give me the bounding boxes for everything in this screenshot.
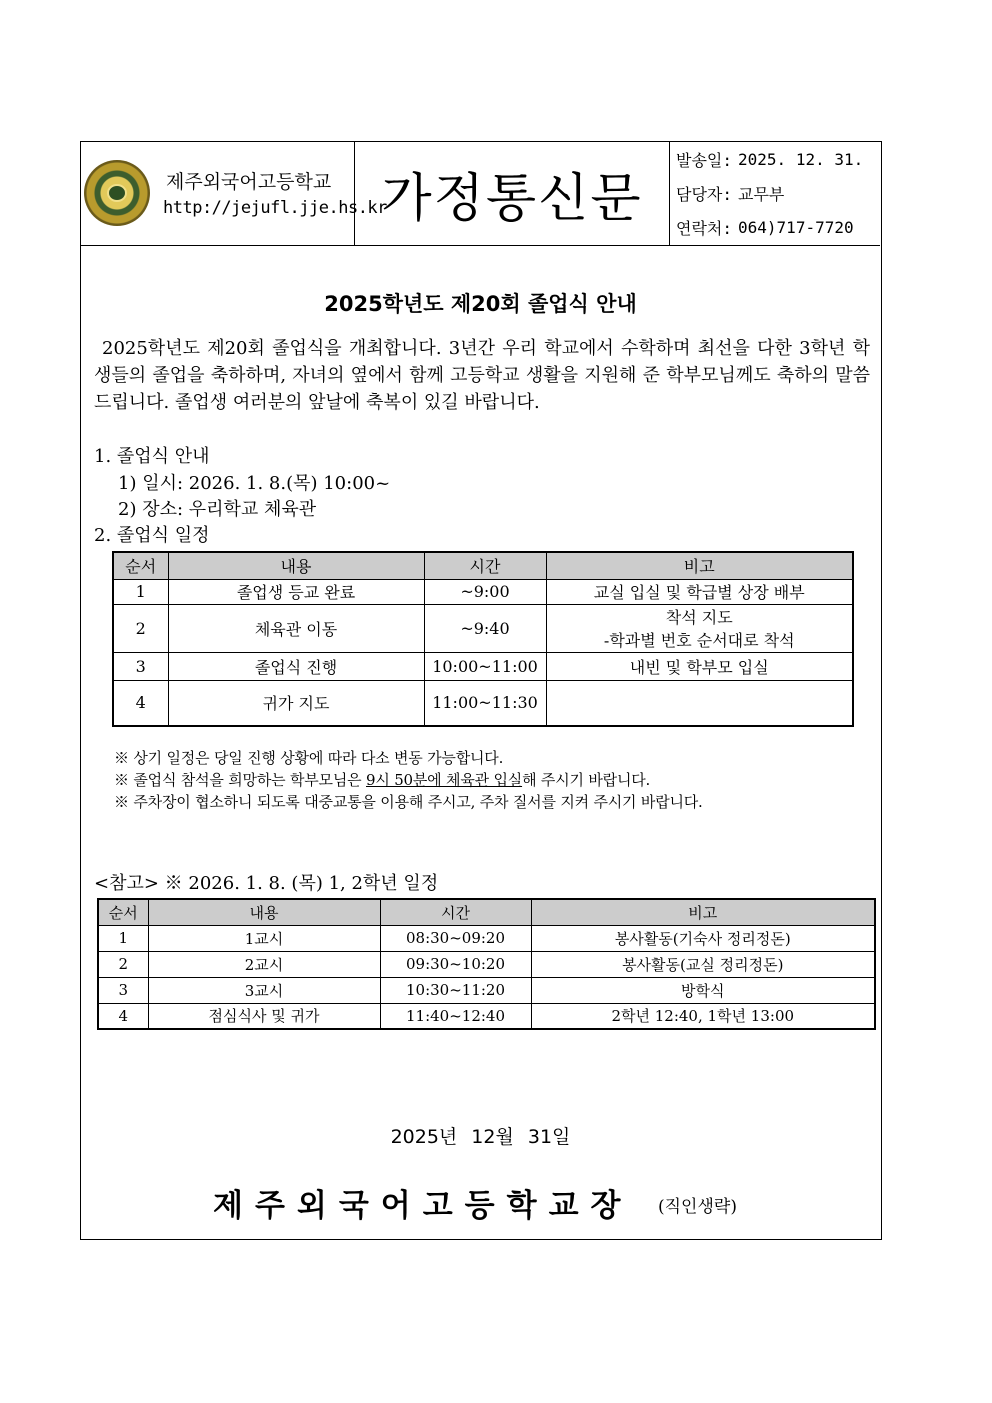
sent-value: 2025. 12. 31. [738, 149, 864, 169]
cell-order: 3 [98, 977, 148, 1003]
contact-label: 연락처: [676, 218, 733, 238]
table-row [98, 977, 875, 1003]
cell-note: 봉사활동(기숙사 정리정돈) [531, 925, 875, 951]
issue-date: 2025년 12월 31일 [390, 1126, 571, 1148]
cell-content: 귀가 지도 [168, 680, 424, 726]
col-header: 내용 [148, 899, 380, 925]
note-1: ※ 상기 일정은 당일 진행 상황에 따라 다소 변동 가능합니다. [114, 749, 504, 767]
cell-time: ~9:00 [424, 579, 546, 604]
table-row [98, 951, 875, 977]
sent-date-row [676, 142, 880, 176]
document-title: 2025학년도 제20회 졸업식 안내 [324, 292, 637, 316]
table-header-row [113, 552, 853, 579]
cell-order: 2 [98, 951, 148, 977]
manager-label: 담당자: [676, 184, 733, 204]
cell-content: 2교시 [148, 951, 380, 977]
cell-time: 10:30~11:20 [380, 977, 531, 1003]
col-header: 내용 [168, 552, 424, 579]
cell-note: 내빈 및 학부모 입실 [546, 652, 853, 680]
title-cell [355, 142, 670, 245]
cell-note: 교실 입실 및 학급별 상장 배부 [546, 579, 853, 604]
cell-time: 11:40~12:40 [380, 1003, 531, 1029]
cell-time: ~9:40 [424, 604, 546, 652]
contact-value: 064)717-7720 [738, 217, 854, 237]
meta-info [670, 142, 880, 245]
note-2-part: ※ 졸업식 참석을 희망하는 학부모님은 [114, 771, 366, 789]
cell-note [546, 680, 853, 726]
manager-row [676, 176, 880, 210]
cell-order: 1 [113, 579, 168, 604]
table-row [113, 680, 853, 726]
cell-order: 2 [113, 604, 168, 652]
cell-order: 4 [113, 680, 168, 726]
school-info [81, 142, 387, 245]
col-header: 비고 [531, 899, 875, 925]
letter-frame [80, 141, 882, 1240]
col-header: 순서 [113, 552, 168, 579]
section-1-item-place: 2) 장소: 우리학교 체육관 [118, 499, 317, 520]
note-2-part: 해 주시기 바랍니다. [522, 771, 651, 789]
table-row [98, 925, 875, 951]
cell-time: 10:00~11:00 [424, 652, 546, 680]
cell-content: 졸업생 등교 완료 [168, 579, 424, 604]
page-title: 가정통신문 [381, 169, 643, 229]
col-header: 비고 [546, 552, 853, 579]
cell-content: 3교시 [148, 977, 380, 1003]
cell-note: 2학년 12:40, 1학년 13:00 [531, 1003, 875, 1029]
section-1-heading: 1. 졸업식 안내 [94, 446, 210, 467]
cell-time: 09:30~10:20 [380, 951, 531, 977]
letterhead [81, 142, 880, 246]
section-2-heading: 2. 졸업식 일정 [94, 525, 210, 546]
table-row [113, 604, 853, 652]
sent-label: 발송일: [676, 150, 733, 170]
school-emblem-icon [84, 160, 150, 226]
note-3: ※ 주차장이 협소하니 되도록 대중교통을 이용해 주시고, 주차 질서를 지켜 주시기 바랍니다. [114, 793, 703, 811]
table-header-row [98, 899, 875, 925]
table-row [113, 652, 853, 680]
cell-note: 봉사활동(교실 정리정돈) [531, 951, 875, 977]
table-row [113, 579, 853, 604]
table-row [98, 1003, 875, 1029]
manager-value: 교무부 [738, 184, 785, 204]
cell-content: 체육관 이동 [168, 604, 424, 652]
cell-note: 방학식 [531, 977, 875, 1003]
cell-note-line: -학과별 번호 순서대로 착석 [603, 631, 795, 650]
col-header: 시간 [380, 899, 531, 925]
cell-time: 11:00~11:30 [424, 680, 546, 726]
cell-order: 3 [113, 652, 168, 680]
note-2-emphasis: 9시 50분에 체육관 입실 [366, 771, 523, 789]
reference-heading: <참고> ※ 2026. 1. 8. (목) 1, 2학년 일정 [94, 873, 439, 894]
cell-time: 08:30~09:20 [380, 925, 531, 951]
reference-schedule-table [97, 898, 876, 1030]
col-header: 순서 [98, 899, 148, 925]
contact-row [676, 210, 880, 244]
graduation-schedule-table [112, 551, 854, 727]
cell-content: 졸업식 진행 [168, 652, 424, 680]
school-name: 제주외국어고등학교 [166, 172, 332, 193]
col-header: 시간 [424, 552, 546, 579]
cell-order: 1 [98, 925, 148, 951]
cell-note-line: 착석 지도 [665, 608, 733, 627]
intro-paragraph: 2025학년도 제20회 졸업식을 개최합니다. 3년간 우리 학교에서 수학하며 최선을 다한 3학년 학생들의 졸업을 축하하며, 자녀의 옆에서 함께 고등학교 생활을 지원해 준 학부모님께도 축하의 말씀 드립니다. 졸업생 여러분의 앞날에 축복이 있길 바랍니다. [94, 338, 870, 413]
principal-signature: 제주외국어고등학교장 [213, 1188, 633, 1224]
cell-order: 4 [98, 1003, 148, 1029]
cell-content: 1교시 [148, 925, 380, 951]
note-2 [114, 769, 650, 790]
school-url[interactable]: http://jejufl.jje.hs.kr [163, 198, 387, 218]
seal-omitted-note: (직인생략) [658, 1197, 737, 1217]
section-1-item-date: 1) 일시: 2026. 1. 8.(목) 10:00~ [118, 473, 391, 494]
cell-content: 점심식사 및 귀가 [148, 1003, 380, 1029]
cell-note [546, 604, 853, 652]
